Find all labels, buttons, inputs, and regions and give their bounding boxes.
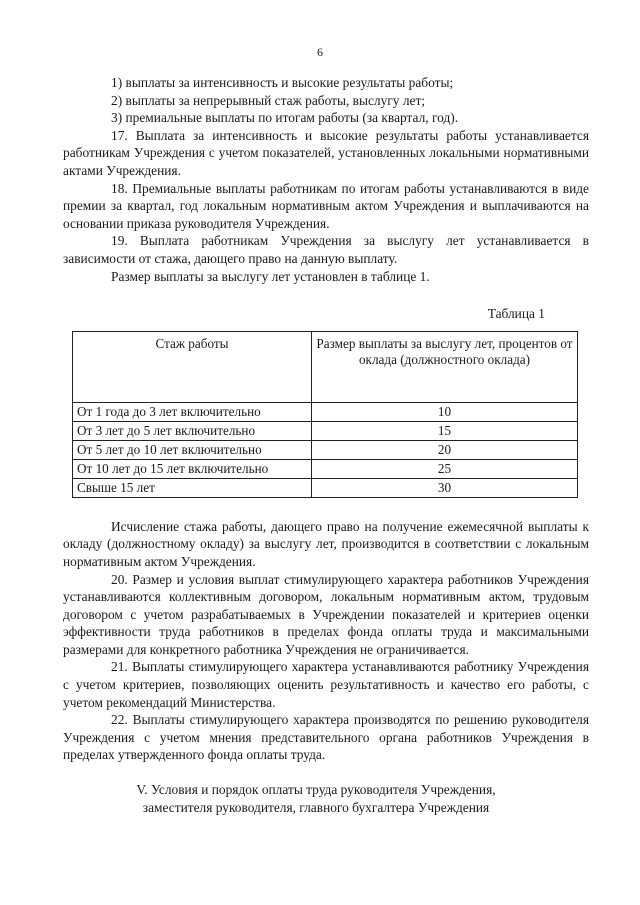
table-row [73, 440, 578, 459]
list-item: 2) выплаты за непрерывный стаж работы, выслугу лет; [111, 92, 426, 108]
value-cell: 30 [312, 478, 578, 497]
paragraph-17: 17. Выплата за интенсивность и высокие результаты работы устанавливается работникам Учреждения с учетом показателей, установленных локальными нормативными актами Учреждения. [63, 127, 589, 178]
value-cell: 25 [312, 459, 578, 478]
table-row [73, 459, 578, 478]
section-heading [63, 781, 589, 817]
experience-cell: От 3 лет до 5 лет включительно [73, 421, 312, 440]
value-cell: 15 [312, 421, 578, 440]
table-reference-paragraph: Размер выплаты за выслугу лет установлен в таблице 1. [111, 268, 430, 284]
experience-cell: От 5 лет до 10 лет включительно [73, 440, 312, 459]
section-heading-line: V. Условия и порядок оплаты труда руководителя Учреждения, [136, 782, 496, 798]
table-caption: Таблица 1 [487, 306, 545, 322]
section-heading-line: заместителя руководителя, главного бухгалтера Учреждения [142, 800, 490, 816]
document-body [63, 74, 589, 817]
post-table-section [63, 518, 589, 764]
paragraph-19: 19. Выплата работникам Учреждения за выслугу лет устанавливается в зависимости от стажа, дающего право на данную выплату. [63, 233, 589, 266]
experience-cell: Свыше 15 лет [73, 478, 312, 497]
seniority-calculation-paragraph: Исчисление стажа работы, дающего право на получение ежемесячной выплаты к окладу (должностному окладу) за выслугу лет, производится в соответствии с локальным нормативным актом Учреждения. [63, 518, 589, 569]
experience-cell: От 1 года до 3 лет включительно [73, 402, 312, 421]
table-row [73, 478, 578, 497]
table-row [73, 402, 578, 421]
header-payment-size: Размер выплаты за выслугу лет, процентов от оклада (должностного оклада) [312, 331, 578, 402]
list-item: 3) премиальные выплаты по итогам работы (за квартал, год). [111, 110, 459, 126]
paragraph-21: 21. Выплаты стимулирующего характера устанавливаются работнику Учреждения с учетом критериев, позволяющих оценить результативность и качество его работы, с учетом рекомендаций Министерства. [63, 659, 589, 710]
paragraph-22: 22. Выплаты стимулирующего характера производятся по решению руководителя Учреждения с учетом мнения представительного органа работников Учреждения в пределах утвержденного фонда оплаты труда. [63, 712, 589, 763]
seniority-pay-table [72, 331, 578, 498]
page-number: 6 [317, 45, 323, 59]
list-item: 1) выплаты за интенсивность и высокие результаты работы; [111, 75, 454, 90]
table-row [73, 421, 578, 440]
paragraph-18: 18. Премиальные выплаты работникам по итогам работы устанавливаются в виде премии за квартал, год локальным нормативным актом Учреждения и выплачиваются на основании приказа руководителя Учреждения. [63, 180, 589, 231]
value-cell: 20 [312, 440, 578, 459]
experience-cell: От 10 лет до 15 лет включительно [73, 459, 312, 478]
value-cell: 10 [312, 402, 578, 421]
table-header-row [73, 331, 578, 402]
paragraph-20: 20. Размер и условия выплат стимулирующего характера работников Учреждения устанавливаются коллективным договором, локальным нормативным актом, трудовым договором с учетом разрабатываемых в Учреждении показателей и критериев оценки эффективности труда работников в пределах фонда оплаты труда и максимальными размерами для конкретного работника Учреждения не ограничивается. [63, 571, 589, 657]
header-experience: Стаж работы [73, 331, 312, 402]
